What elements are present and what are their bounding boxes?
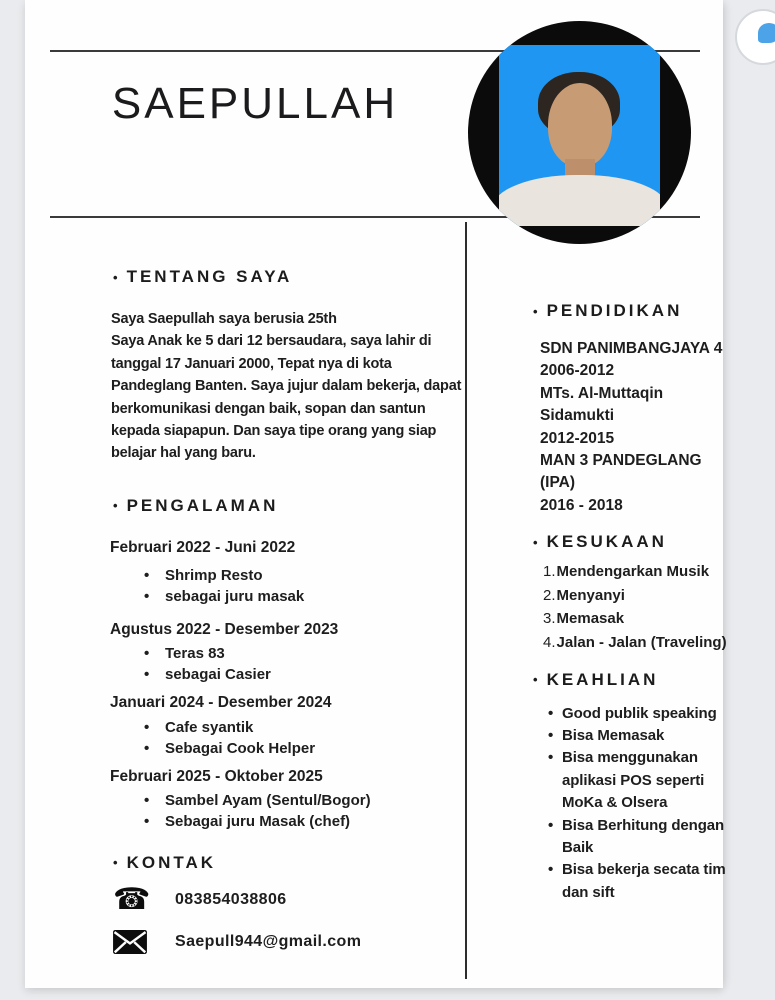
hobby-item bbox=[543, 560, 743, 584]
hobby-number: 4. bbox=[543, 634, 556, 652]
chat-sticker-icon[interactable] bbox=[735, 9, 775, 65]
about-line: Pandeglang Banten. Saya jujur dalam bekerja, dapat bbox=[111, 378, 462, 395]
job-detail: • Cafe syantik bbox=[165, 717, 470, 738]
skill-item: • Bisa menggunakan aplikasi POS seperti MoKa & Olsera bbox=[562, 747, 734, 814]
skill-item: • Bisa Berhitung dengan Baik bbox=[562, 815, 734, 860]
education-line: (IPA) bbox=[540, 474, 576, 492]
about-line: Saya Anak ke 5 dari 12 bersaudara, saya lahir di bbox=[111, 333, 432, 350]
portrait-shirt bbox=[499, 175, 660, 226]
profile-photo bbox=[468, 21, 691, 244]
section-title-text: TENTANG SAYA bbox=[126, 267, 293, 286]
about-paragraph bbox=[111, 308, 470, 465]
phone-row bbox=[113, 881, 470, 917]
phone-icon: ☎ bbox=[113, 881, 151, 917]
right-column bbox=[505, 295, 743, 904]
job-period: Februari 2025 - Oktober 2025 bbox=[110, 767, 323, 785]
education-line: 2012-2015 bbox=[540, 429, 615, 447]
bullet-dot-icon: • bbox=[113, 269, 118, 285]
hobby-number: 1. bbox=[543, 563, 556, 581]
education-line: 2006-2012 bbox=[540, 362, 615, 380]
bullet-dot-icon: • bbox=[533, 672, 538, 688]
job-detail-list bbox=[165, 790, 470, 832]
hobby-number: 2. bbox=[543, 586, 556, 604]
section-title-kesukaan bbox=[533, 531, 743, 553]
job-detail: • Teras 83 bbox=[165, 643, 470, 664]
job-period: Januari 2024 - Desember 2024 bbox=[110, 693, 332, 711]
resume-page bbox=[25, 0, 727, 988]
skill-item: • Bisa bekerja secata tim dan sift bbox=[562, 859, 734, 904]
email-icon bbox=[113, 930, 175, 954]
education-line: MTs. Al-Muttaqin bbox=[540, 384, 664, 402]
education-line: MAN 3 PANDEGLANG bbox=[540, 452, 702, 470]
education-line: SDN PANIMBANGJAYA 4 bbox=[540, 340, 723, 357]
job-detail-list bbox=[165, 717, 470, 759]
sticker-blue-shape bbox=[758, 23, 775, 43]
hobby-list bbox=[543, 560, 743, 654]
about-line: berkomunikasi dengan baik, sopan dan santun bbox=[111, 400, 426, 417]
section-title-text: PENDIDIKAN bbox=[546, 301, 683, 320]
hobby-item bbox=[543, 584, 743, 608]
job-detail-list bbox=[165, 643, 470, 685]
job-detail: • Sebagai Cook Helper bbox=[165, 738, 470, 759]
job-detail: • Sebagai juru Masak (chef) bbox=[165, 811, 470, 832]
section-title-pendidikan bbox=[533, 300, 743, 322]
bullet-dot-icon: • bbox=[533, 303, 538, 319]
email-address: Saepull944@gmail.com bbox=[175, 932, 362, 950]
photo-background bbox=[499, 45, 660, 226]
skill-item: • Good publik speaking bbox=[562, 703, 734, 725]
section-title-keahlian bbox=[533, 669, 743, 691]
job-detail: • Sambel Ayam (Sentul/Bogor) bbox=[165, 790, 470, 811]
education-list bbox=[540, 338, 743, 517]
hobby-item bbox=[543, 631, 743, 655]
skill-item: • Bisa Memasak bbox=[562, 725, 734, 747]
section-title-pengalaman bbox=[113, 495, 470, 517]
left-column bbox=[85, 262, 470, 958]
hobby-label: Menyanyi bbox=[556, 586, 625, 604]
job-detail: • sebagai Casier bbox=[165, 664, 470, 685]
bullet-dot-icon: • bbox=[113, 855, 118, 871]
about-line: belajar hal yang baru. bbox=[111, 445, 256, 462]
education-line: 2016 - 2018 bbox=[540, 496, 623, 514]
section-title-kontak bbox=[113, 852, 470, 874]
hobby-label: Mendengarkan Musik bbox=[556, 563, 710, 581]
job-detail: • Shrimp Resto bbox=[165, 565, 470, 586]
skill-list bbox=[562, 703, 734, 905]
hobby-number: 3. bbox=[543, 610, 556, 628]
resume-name: SAEPULLAH bbox=[111, 79, 399, 128]
about-line: kepada siapapun. Dan saya tipe orang yang siap bbox=[111, 423, 437, 440]
section-title-text: KONTAK bbox=[126, 852, 217, 872]
education-line: Sidamukti bbox=[540, 407, 615, 425]
section-title-tentang-saya bbox=[113, 266, 470, 288]
job-period: Februari 2022 - Juni 2022 bbox=[110, 538, 296, 556]
portrait-face bbox=[548, 83, 612, 167]
bullet-dot-icon: • bbox=[533, 534, 538, 550]
hobby-item bbox=[543, 607, 743, 631]
hobby-label: Memasak bbox=[556, 610, 625, 628]
job-detail-list bbox=[165, 565, 470, 607]
job-period: Agustus 2022 - Desember 2023 bbox=[110, 620, 339, 638]
section-title-text: PENGALAMAN bbox=[126, 495, 279, 515]
email-row bbox=[113, 926, 470, 958]
about-line: tanggal 17 Januari 2000, Tepat nya di kota bbox=[111, 355, 392, 372]
bullet-dot-icon: • bbox=[113, 498, 118, 514]
hobby-label: Jalan - Jalan (Traveling) bbox=[556, 634, 727, 652]
section-title-text: KEAHLIAN bbox=[546, 669, 659, 689]
section-title-text: KESUKAAN bbox=[546, 532, 667, 552]
job-detail: • sebagai juru masak bbox=[165, 586, 470, 607]
phone-number: 083854038806 bbox=[175, 890, 287, 908]
about-line: Saya Saepullah saya berusia 25th bbox=[111, 311, 337, 327]
